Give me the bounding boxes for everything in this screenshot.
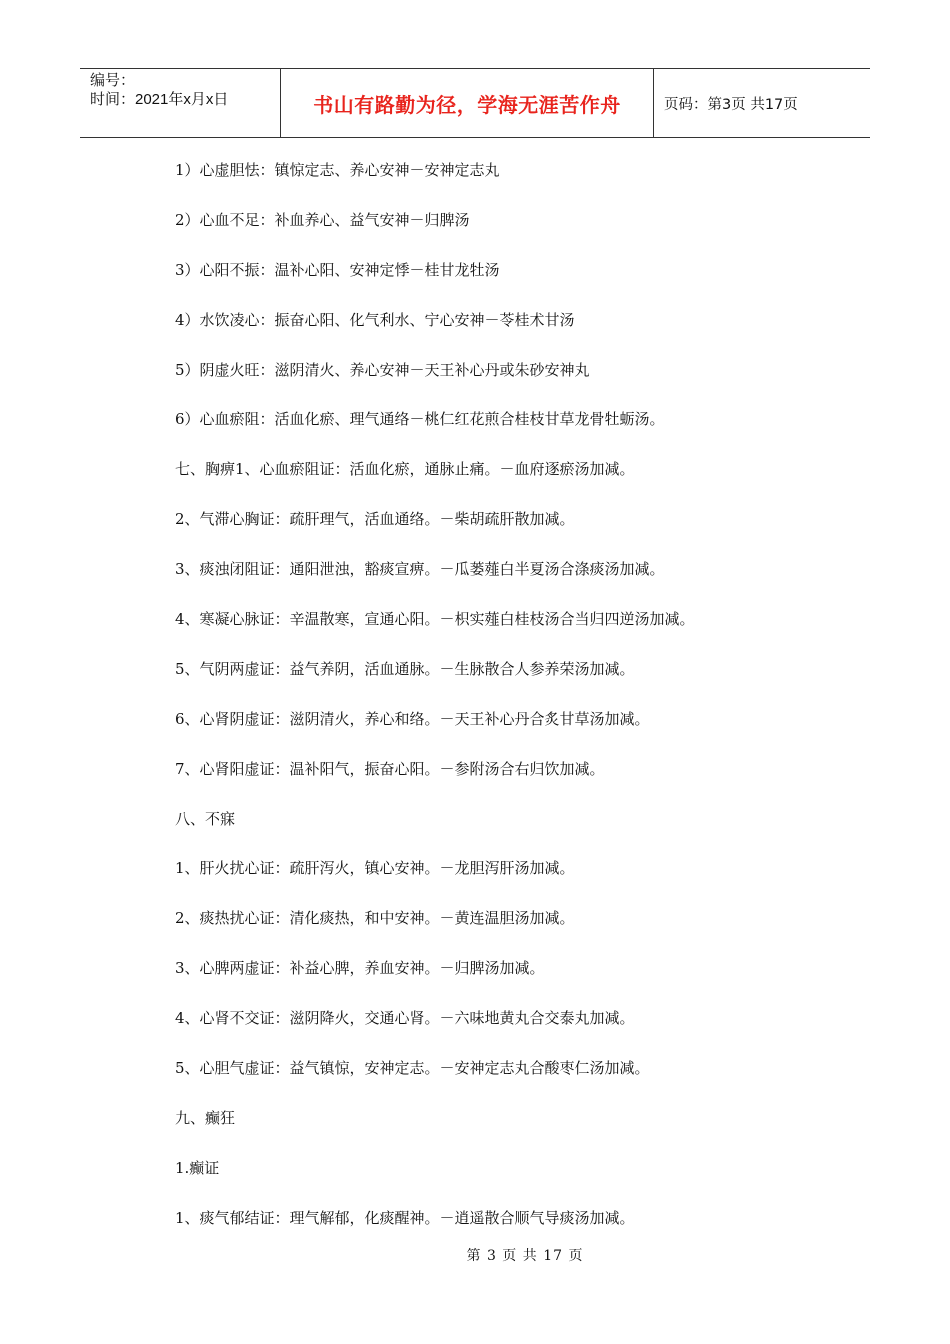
header-table: [80, 68, 870, 138]
text-line: 6、心肾阴虚证：滋阴清火，养心和络。－天王补心丹合炙甘草汤加减。: [175, 709, 650, 728]
page-info-cell: [654, 69, 870, 137]
text-line: 1、痰气郁结证：理气解郁，化痰醒神。－逍遥散合顺气导痰汤加减。: [175, 1208, 635, 1227]
text-line: 5、心胆气虚证：益气镇惊，安神定志。－安神定志丸合酸枣仁汤加减。: [175, 1059, 650, 1078]
text-line: 5）阴虚火旺：滋阴清火、养心安神－天王补心丹或朱砂安神丸: [175, 360, 590, 379]
motto-text: 书山有路勤为径，学海无涯苦作舟: [313, 92, 621, 117]
subsection-heading: 1.癫证: [175, 1158, 220, 1177]
text-line: 5、气阴两虚证：益气养阴，活血通脉。－生脉散合人参养荣汤加减。: [175, 659, 635, 678]
text-line: 1、肝火扰心证：疏肝泻火，镇心安神。－龙胆泻肝汤加减。: [175, 859, 575, 878]
text-line: 2）心血不足：补血养心、益气安神－归脾汤: [175, 210, 470, 229]
text-line: 1）心虚胆怯：镇惊定志、养心安神－安神定志丸: [175, 161, 500, 179]
text-line: 2、气滞心胸证：疏肝理气，活血通络。－柴胡疏肝散加减。: [175, 510, 575, 529]
date-label: 时间：2021年x月x日: [90, 91, 229, 108]
footer-page-number: 第 3 页 共 17 页: [466, 1248, 584, 1264]
text-line: 6）心血瘀阻：活血化瘀、理气通络－桃仁红花煎合桂枝甘草龙骨牡蛎汤。: [175, 410, 665, 429]
number-label: 编号：: [90, 72, 136, 89]
text-line: 2、痰热扰心证：清化痰热，和中安神。－黄连温胆汤加减。: [175, 909, 575, 928]
text-line: 3、心脾两虚证：补益心脾，养血安神。－归脾汤加减。: [175, 959, 545, 978]
text-line: 4、心肾不交证：滋阴降火，交通心肾。－六味地黄丸合交泰丸加减。: [175, 1009, 635, 1028]
text-line: 7、心肾阳虚证：温补阳气，振奋心阳。－参附汤合右归饮加减。: [175, 759, 605, 778]
text-line: 4、寒凝心脉证：辛温散寒，宣通心阳。－枳实薤白桂枝汤合当归四逆汤加减。: [175, 610, 695, 629]
header-meta-cell: [80, 69, 281, 137]
text-line: 3）心阳不振：温补心阳、安神定悸－桂甘龙牡汤: [175, 260, 500, 279]
page-footer: [0, 1245, 950, 1265]
document-body: [175, 152, 815, 1250]
text-line: 4）水饮凌心：振奋心阳、化气利水、宁心安神－苓桂术甘汤: [175, 310, 575, 329]
section-heading: 八、不寐: [175, 809, 236, 828]
motto-cell: [281, 69, 654, 137]
text-line: 3、痰浊闭阻证：通阳泄浊，豁痰宣痹。－瓜蒌薤白半夏汤合涤痰汤加减。: [175, 560, 665, 579]
page-label: 页码：第3页 共17页: [664, 96, 798, 113]
section-heading-line: 七、胸痹1、心血瘀阻证：活血化瘀，通脉止痛。－血府逐瘀汤加减。: [175, 460, 635, 479]
section-heading: 九、癫狂: [175, 1108, 236, 1127]
